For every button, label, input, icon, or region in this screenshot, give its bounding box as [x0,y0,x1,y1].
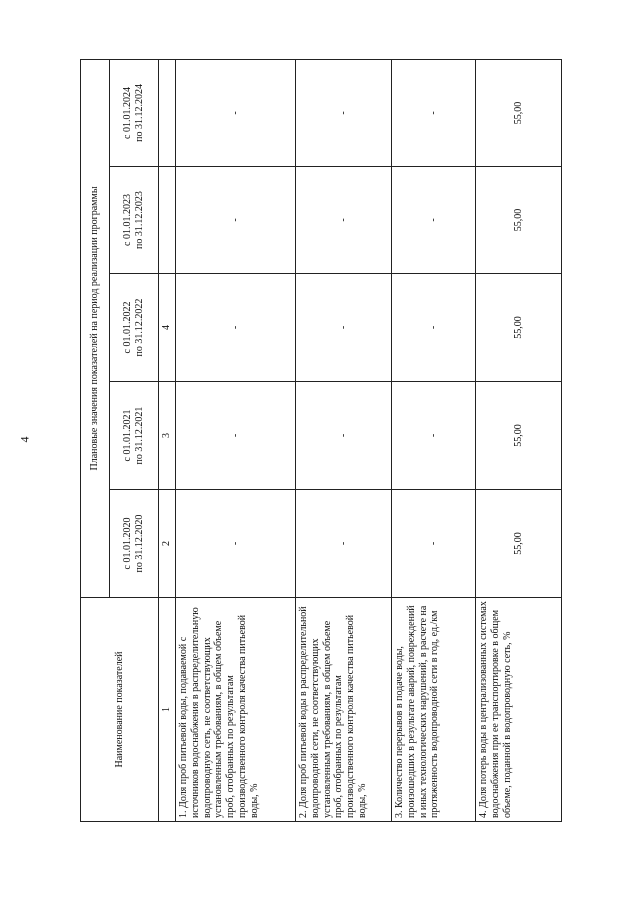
indicator-value: 55,00 [476,59,562,166]
table-row [392,59,476,821]
period-header: с 01.01.2022 по 31.12.2022 [110,274,159,382]
indicator-value: - [392,490,476,598]
indicator-value: 55,00 [476,167,562,274]
indicators-table [80,59,562,822]
column-index-row: 1 2 3 4 [159,59,176,821]
name-column-header: Наименование показателей [81,598,159,822]
indicator-name: 4. Доля потерь воды в централизованных системах водоснабжения при ее транспортировке в общем объеме, поданной в водопроводную сеть, % [476,598,562,822]
table-row [296,59,392,821]
indicator-value: - [392,59,476,166]
indicator-value: - [296,167,392,274]
indicator-value: - [296,382,392,490]
indicator-name: 1. Доля проб питьевой воды, подаваемой с источников водоснабжения в распределительную водопроводную сеть, не соответствующих установленным требованиям, в общем объеме проб, отобранных по результатам производственного контроля качества питьевой воды, % [176,598,296,822]
indicator-value: - [176,490,296,598]
page-number: 4 [17,436,32,443]
indicator-value: - [176,59,296,166]
indicator-value: - [176,167,296,274]
indicator-value: - [296,59,392,166]
indicator-value: - [392,167,476,274]
period-header: с 01.01.2021 по 31.12.2021 [110,382,159,490]
indicator-name: 2. Доля проб питьевой воды в распределительной водопроводной сети, не соответствующих установленным требованиям, в общем объеме проб, отобранных по результатам производственного контроля качества питьевой воды, % [296,598,392,822]
plan-values-header: Плановые значения показателей на период реализации программы [81,59,110,597]
indicator-value: - [176,274,296,382]
indicator-name: 3. Количество перерывов в подаче воды, произошедших в результате аварий, повреждений и иных технологических нарушений, в расчете на протяженность водопроводной сети в год, ед./км [392,598,476,822]
indicator-value: - [296,490,392,598]
indicator-value: - [392,382,476,490]
indicator-value: 55,00 [476,490,562,598]
indicator-value: 55,00 [476,382,562,490]
period-header: с 01.01.2023 по 31.12.2023 [110,167,159,274]
indicator-value: - [392,274,476,382]
indicator-value: - [296,274,392,382]
table-row [176,59,296,821]
table-row [476,59,562,821]
indicator-value: - [176,382,296,490]
period-header: с 01.01.2020 по 31.12.2020 [110,490,159,598]
indicator-value: 55,00 [476,274,562,382]
period-header: с 01.01.2024 по 31.12.2024 [110,59,159,166]
